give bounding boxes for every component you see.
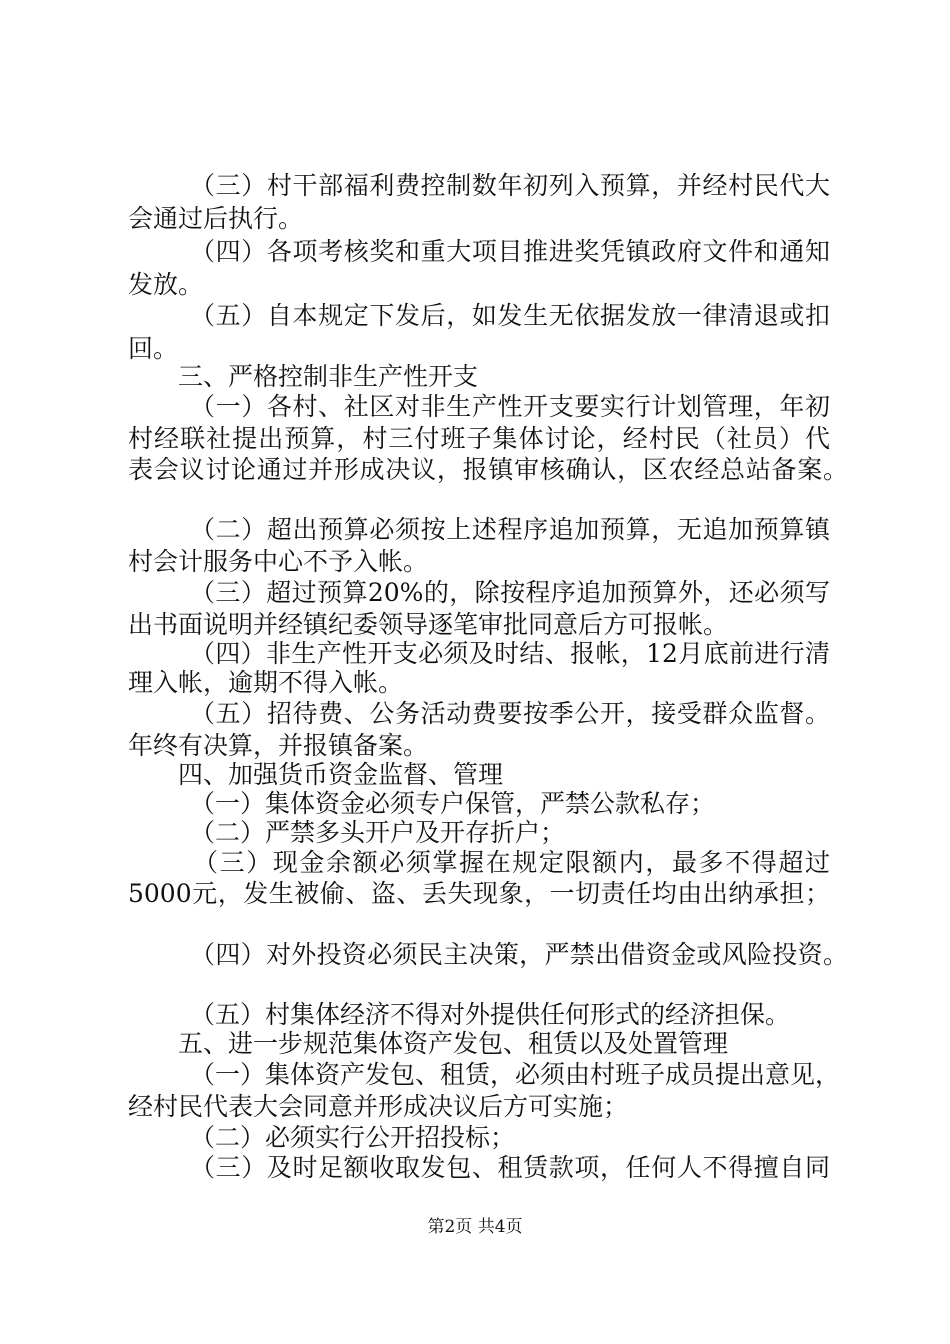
text-line: （三）村干部福利费控制数年初列入预算，并经村民代大	[190, 171, 830, 200]
text-line: （二）超出预算必须按上述程序追加预算，无追加预算镇	[190, 515, 830, 544]
text-line: 理入帐，逾期不得入帐。	[128, 668, 404, 697]
text-line: （五）村集体经济不得对外提供任何形式的经济担保。	[190, 1000, 791, 1029]
page-number-footer: 第2页 共4页	[427, 1217, 523, 1237]
section-heading: 三、严格控制非生产性开支	[178, 362, 479, 391]
text-line: 5000元，发生被偷、盗、丢失现象，一切责任均由出纳承担；	[128, 879, 830, 908]
text-line: 出书面说明并经镇纪委领导逐笔审批同意后方可报帐。	[128, 610, 729, 639]
text-line: （三）超过预算20%的，除按程序追加预算外，还必须写	[190, 578, 830, 607]
text-line: （一）各村、社区对非生产性开支要实行计划管理，年初	[190, 392, 830, 421]
text-line: （一）集体资产发包、租赁，必须由村班子成员提出意见，	[190, 1060, 841, 1089]
text-line: （五）自本规定下发后，如发生无依据发放一律清退或扣	[190, 301, 830, 330]
text-line: （一）集体资金必须专户保管，严禁公款私存；	[190, 789, 716, 818]
text-line: （二）严禁多头开户及开存折户；	[190, 818, 566, 847]
text-line: （三）现金余额必须掌握在规定限额内，最多不得超过	[193, 848, 830, 877]
text-line: （三）及时足额收取发包、租赁款项，任何人不得擅自同	[190, 1153, 830, 1182]
text-line: 经村民代表大会同意并形成决议后方可实施；	[128, 1092, 629, 1121]
text-line: 回。	[128, 334, 179, 363]
text-line: （四）对外投资必须民主决策，严禁出借资金或风险投资。	[190, 940, 848, 969]
text-line: 发放。	[128, 270, 204, 299]
text-line: （五）招待费、公务活动费要按季公开，接受群众监督。	[190, 699, 830, 728]
text-line: 村经联社提出预算，村三付班子集体讨论，经村民（社员）代	[128, 424, 830, 453]
text-line: （四）非生产性开支必须及时结、报帐，12月底前进行清	[190, 639, 830, 668]
section-heading: 四、加强货币资金监督、管理	[178, 760, 504, 789]
text-line: 表会议讨论通过并形成决议，报镇审核确认，区农经总站备案。	[128, 455, 848, 484]
text-line: （二）必须实行公开招投标；	[190, 1123, 516, 1152]
text-line: （四）各项考核奖和重大项目推进奖凭镇政府文件和通知	[190, 237, 830, 266]
text-line: 年终有决算，并报镇备案。	[128, 731, 429, 760]
section-heading: 五、进一步规范集体资产发包、租赁以及处置管理	[178, 1029, 729, 1058]
text-line: 会通过后执行。	[128, 204, 304, 233]
text-line: 村会计服务中心不予入帐。	[128, 547, 429, 576]
